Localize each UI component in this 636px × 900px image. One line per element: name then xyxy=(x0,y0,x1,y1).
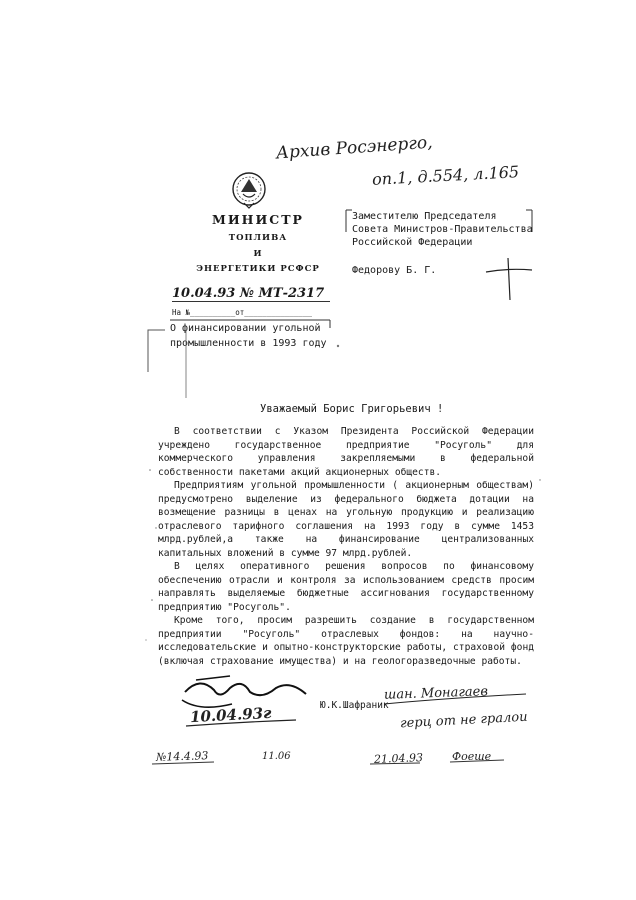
resolution-cross-mark xyxy=(486,258,532,300)
bottom-mark-3: 21.04.93 xyxy=(373,751,424,766)
bottom-mark-1: №14.4.93 xyxy=(155,749,209,764)
body-paragraph-3: В целях оперативного решения вопросов по финансовому обеспечению отрасли и контроля за использованием средств просим направлять выделяемые бюджетные ассигнования государственному предприятию "Росуголь". xyxy=(158,561,534,613)
greeting: Уважаемый Борис Григорьевич ! xyxy=(260,403,444,415)
registration-number: 10.04.93 № МТ-2317 xyxy=(172,286,325,301)
letterhead-line4: ЭНЕРГЕТИКИ РСФСР xyxy=(196,264,320,274)
rsfsr-emblem-icon xyxy=(230,170,268,210)
addressee-line2: Совета Министров-Правительства xyxy=(352,224,533,235)
subject-line2: промышленности в 1993 году xyxy=(170,338,327,349)
addressee-line3: Российской Федерации xyxy=(352,237,473,248)
addressee-line1: Заместителю Председателя xyxy=(352,211,497,222)
resolution-note-line2: герц от не гралои xyxy=(399,709,528,732)
subject xyxy=(170,321,327,351)
resolution-note-line1: шан. Монагаев xyxy=(383,684,489,703)
addressee-name: Федорову Б. Г. xyxy=(352,265,437,276)
signature-flourish xyxy=(182,676,232,707)
letter-body xyxy=(158,425,534,668)
letterhead-title: МИНИСТР xyxy=(212,212,304,227)
reference-line: На №__________от_______________ xyxy=(172,308,312,317)
letterhead-line3: И xyxy=(253,249,263,259)
bottom-mark-4: Фоеше xyxy=(452,750,492,763)
archive-note-line1: Архив Росэнерго, xyxy=(275,132,434,164)
subject-corner xyxy=(148,330,165,372)
archive-note-line2: оп.1, д.554, л.165 xyxy=(371,162,520,189)
subject-line1: О финансировании угольной xyxy=(170,323,321,334)
bottom-mark-2: 11.06 xyxy=(262,751,291,762)
addressee-block xyxy=(352,210,533,249)
letterhead-line2: ТОПЛИВА xyxy=(228,233,288,243)
body-paragraph-1: В соответствии с Указом Президента Российской Федерации учреждено государственное предприятие "Росуголь" для коммерческого управления закрепляемыми в федеральной собственности пакетами акций акционерных обществ. xyxy=(158,426,534,478)
body-paragraph-2: Предприятиям угольной промышленности ( акционерным обществам) предусмотрено выделение из федерального бюджета дотации на возмещение разницы в ценах на угольную продукцию и реализацию отраслевого тарифного соглашения на 1993 году в сумме 1453 млрд.рублей,а также на финансирование централизованных капитальных вложений в сумме 97 млрд.рублей. xyxy=(158,480,534,559)
signature-date: 10.04.93г xyxy=(189,703,272,727)
body-paragraph-4: Кроме того, просим разрешить создание в государственном предприятии "Росуголь" отраслевых фондов: на научно-исследовательские и опытно-конструкторские работы, страховой фонд (включая страхование имущества) и на геологоразведочные работы. xyxy=(158,615,534,667)
registration-underline xyxy=(172,301,330,302)
signatory-name: Ю.К.Шафраник xyxy=(320,700,389,711)
signature-scribble xyxy=(185,683,306,695)
